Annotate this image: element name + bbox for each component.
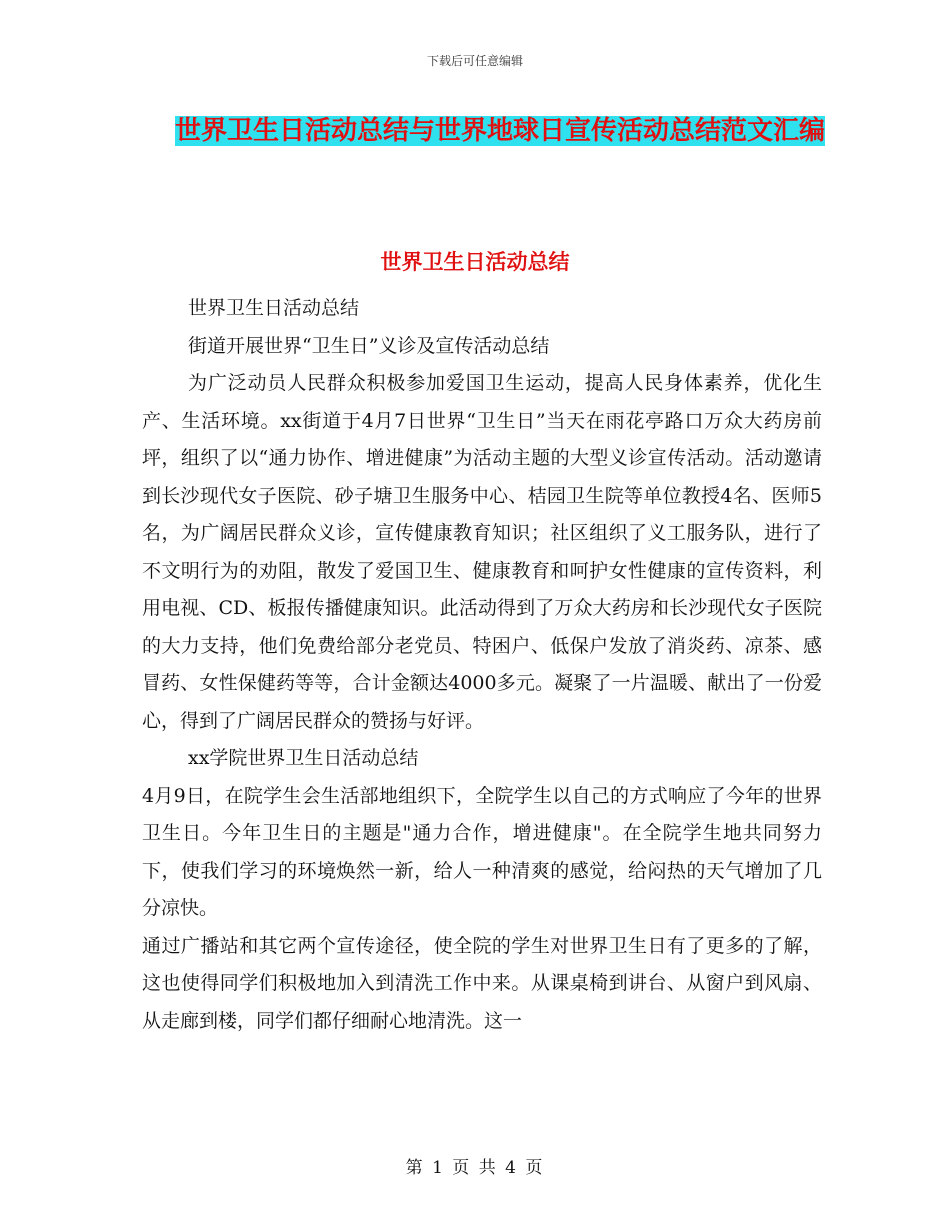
subheading-paragraph: 街道开展世界“卫生日”义诊及宣传活动总结 bbox=[188, 334, 550, 357]
subheading-paragraph: 世界卫生日活动总结 bbox=[188, 297, 360, 319]
document-title-text: 世界卫生日活动总结与世界地球日宣传活动总结范文汇编 bbox=[174, 116, 825, 146]
page-footer: 第 1 页 共 4 页 bbox=[405, 1158, 545, 1178]
body-paragraph: 4月9日，在院学生会生活部地组织下，全院学生以自己的方式响应了今年的世界卫生日。今年卫生日的主题是"通力合作，增进健康"。在全院学生地共同努力下，使我们学习的环境焕然一新，给人一种清爽的感觉，给闷热的天气增加了几分凉快。 bbox=[142, 784, 822, 919]
body-paragraph: 通过广播站和其它两个宣传途径，使全院的学生对世界卫生日有了更多的了解，这也使得同学们积极地加入到清洗工作中来。从课桌椅到讲台、从窗户到风扇、从走廊到楼，同学们都仔细耐心地清洗。这一 bbox=[142, 934, 822, 1032]
subheading-paragraph: xx学院世界卫生日活动总结 bbox=[188, 747, 419, 769]
header-note: 下载后可任意编辑 bbox=[426, 54, 523, 68]
document-title bbox=[150, 108, 850, 154]
body-paragraph: 为广泛动员人民群众积极参加爱国卫生运动，提高人民身体素养，优化生产、生活环境。xx街道于4月7日世界“卫生日”当天在雨花亭路口万众大药房前坪，组织了以“通力协作、增进健康”为活动主题的大型义诊宣传活动。活动邀请到长沙现代女子医院、砂子塘卫生服务中心、桔园卫生院等单位教授4名、医师5名，为广阔居民群众义诊，宣传健康教育知识；社区组织了义工服务队，进行了不文明行为的劝阻，散发了爱国卫生、健康教育和呵护女性健康的宣传资料，利用电视、CD、板报传播健康知识。此活动得到了万众大药房和长沙现代女子医院的大力支持，他们免费给部分老党员、特困户、低保户发放了消炎药、凉茶、感冒药、女性保健药等等，合计金额达4000多元。凝聚了一片温暖、献出了一份爱心，得到了广阔居民群众的赞扬与好评。 bbox=[142, 372, 822, 732]
section-title: 世界卫生日活动总结 bbox=[380, 250, 570, 274]
document-body bbox=[142, 290, 822, 1040]
